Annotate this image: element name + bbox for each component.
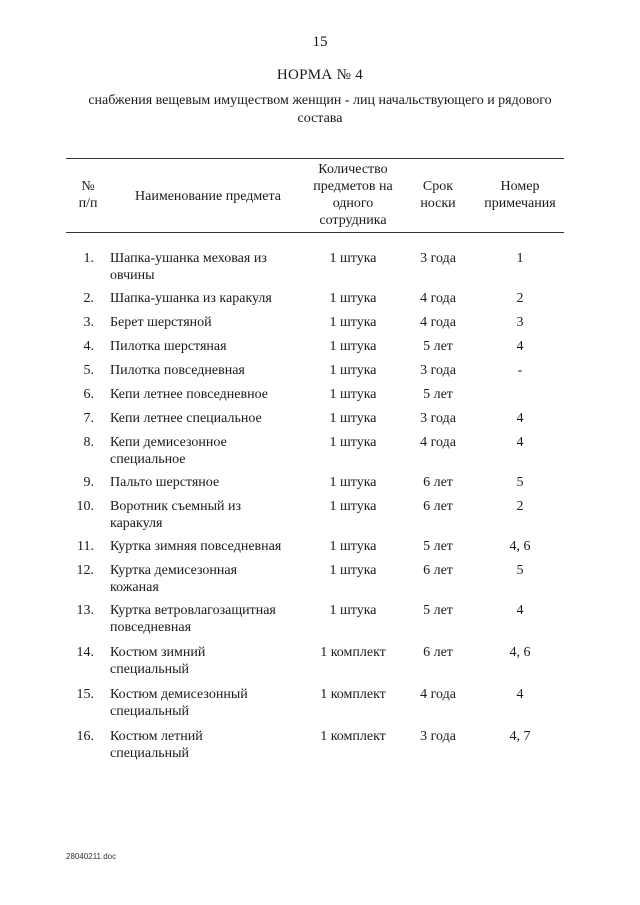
item-wear-term: 4 года: [420, 435, 456, 450]
item-name: [110, 644, 306, 678]
header-qty-line: одного: [332, 196, 374, 211]
item-wear-term: 6 лет: [423, 475, 453, 490]
item-name: [110, 250, 306, 284]
item-note-number: 4, 6: [509, 645, 531, 660]
header-num: [66, 178, 110, 212]
item-quantity: 1 штука: [329, 339, 377, 354]
item-name-line: Пальто шерстяное: [110, 475, 220, 490]
item-name-line: специальный: [110, 704, 190, 719]
item-name-line: Пилотка повседневная: [110, 363, 245, 378]
row-number: 15.: [76, 687, 94, 702]
item-name: [110, 686, 306, 720]
header-qty-line: предметов на: [313, 179, 393, 194]
item-wear-term: 5 лет: [423, 603, 453, 618]
item-quantity: 1 штука: [329, 475, 377, 490]
header-note: [476, 178, 564, 212]
item-quantity: 1 штука: [329, 411, 377, 426]
row-number: 4.: [83, 339, 94, 354]
header-qty-line: Количество: [318, 162, 388, 177]
item-quantity: 1 штука: [329, 603, 377, 618]
header-term-line: Срок: [422, 179, 454, 194]
item-note-number: 4: [516, 687, 524, 702]
item-note-number: 4: [516, 339, 524, 354]
item-name: [110, 434, 306, 468]
row-number: 9.: [83, 475, 94, 490]
item-name: [110, 314, 306, 331]
item-name-line: каракуля: [110, 516, 163, 531]
item-note-number: 4: [516, 603, 524, 618]
item-name-line: Куртка зимняя повседневная: [110, 539, 282, 554]
item-quantity: 1 комплект: [320, 645, 386, 660]
item-name: [110, 498, 306, 532]
header-name: Наименование предмета: [135, 189, 281, 204]
item-wear-term: 5 лет: [423, 539, 453, 554]
header-num-line: №: [81, 179, 95, 194]
table-header-rule: [66, 232, 564, 233]
row-number: 13.: [76, 603, 94, 618]
item-name-line: овчины: [110, 268, 155, 283]
item-name-line: Пилотка шерстяная: [110, 339, 227, 354]
item-wear-term: 3 года: [420, 729, 456, 744]
item-name-line: Кепи демисезонное: [110, 435, 227, 450]
item-wear-term: 3 года: [420, 251, 456, 266]
item-name-line: кожаная: [110, 580, 159, 595]
item-note-number: 1: [516, 251, 524, 266]
item-name-line: специальный: [110, 662, 190, 677]
item-name-line: Куртка демисезонная: [110, 563, 238, 578]
item-note-number: 4, 6: [509, 539, 531, 554]
item-name-line: Кепи летнее повседневное: [110, 387, 268, 402]
item-quantity: 1 штука: [329, 563, 377, 578]
item-note-number: 2: [516, 291, 524, 306]
item-name-line: специальный: [110, 746, 190, 761]
item-name-line: повседневная: [110, 620, 192, 635]
item-note-number: 5: [516, 475, 524, 490]
item-name: [110, 290, 306, 307]
norm-subtitle: снабжения вещевым имуществом женщин - лиц начальствующего и рядового состава: [88, 93, 552, 126]
item-quantity: 1 штука: [329, 387, 377, 402]
row-number: 3.: [83, 315, 94, 330]
item-note-number: 5: [516, 563, 524, 578]
item-note-number: 2: [516, 499, 524, 514]
row-number: 6.: [83, 387, 94, 402]
item-name: [110, 474, 306, 491]
row-number: 11.: [77, 539, 94, 554]
header-qty-line: сотрудника: [319, 213, 387, 228]
item-name-line: Воротник съемный из: [110, 499, 241, 514]
item-name-line: Кепи летнее специальное: [110, 411, 262, 426]
item-name: [110, 362, 306, 379]
item-wear-term: 5 лет: [423, 387, 453, 402]
row-number: 12.: [76, 563, 94, 578]
norm-title: НОРМА № 4: [276, 67, 364, 83]
item-note-number: 4: [516, 435, 524, 450]
row-number: 16.: [76, 729, 94, 744]
item-name: [110, 410, 306, 427]
item-name: [110, 562, 306, 596]
header-qty: [306, 161, 400, 229]
footer-filename: 28040211.doc: [66, 852, 117, 861]
item-name-line: Куртка ветровлагозащитная: [110, 603, 276, 618]
item-name-line: Костюм летний: [110, 729, 203, 744]
item-name: [110, 728, 306, 762]
table-header: [66, 158, 564, 232]
row-number: 10.: [76, 499, 94, 514]
item-wear-term: 4 года: [420, 291, 456, 306]
item-name-line: Шапка-ушанка меховая из: [110, 251, 267, 266]
item-quantity: 1 штука: [329, 539, 377, 554]
item-quantity: 1 штука: [329, 251, 377, 266]
header-term: [400, 178, 476, 212]
row-number: 7.: [83, 411, 94, 426]
item-quantity: 1 штука: [329, 499, 377, 514]
row-number: 8.: [83, 435, 94, 450]
header-term-line: носки: [420, 196, 456, 211]
header-note-line: Номер: [500, 179, 540, 194]
item-note-number: 3: [516, 315, 524, 330]
item-wear-term: 4 года: [420, 315, 456, 330]
row-number: 1.: [83, 251, 94, 266]
row-number: 5.: [83, 363, 94, 378]
item-quantity: 1 комплект: [320, 687, 386, 702]
item-name: [110, 602, 306, 636]
item-wear-term: 5 лет: [423, 339, 453, 354]
item-name: [110, 538, 306, 555]
item-name-line: Костюм зимний: [110, 645, 206, 660]
page-number: 15: [312, 34, 328, 50]
item-name-line: Шапка-ушанка из каракуля: [110, 291, 272, 306]
item-wear-term: 6 лет: [423, 499, 453, 514]
item-quantity: 1 штука: [329, 435, 377, 450]
item-name-line: Берет шерстяной: [110, 315, 212, 330]
item-wear-term: 6 лет: [423, 645, 453, 660]
item-note-number: 4: [516, 411, 524, 426]
item-wear-term: 3 года: [420, 363, 456, 378]
header-note-line: примечания: [484, 196, 556, 211]
item-note-number: 4, 7: [509, 729, 531, 744]
item-note-number: -: [517, 363, 523, 378]
item-wear-term: 4 года: [420, 687, 456, 702]
item-wear-term: 3 года: [420, 411, 456, 426]
item-name-line: Костюм демисезонный: [110, 687, 248, 702]
item-quantity: 1 штука: [329, 291, 377, 306]
row-number: 2.: [83, 291, 94, 306]
item-quantity: 1 комплект: [320, 729, 386, 744]
item-name: [110, 386, 306, 403]
item-quantity: 1 штука: [329, 315, 377, 330]
item-wear-term: 6 лет: [423, 563, 453, 578]
item-name: [110, 338, 306, 355]
row-number: 14.: [76, 645, 94, 660]
item-name-line: специальное: [110, 452, 186, 467]
item-quantity: 1 штука: [329, 363, 377, 378]
header-num-line: п/п: [78, 196, 98, 211]
